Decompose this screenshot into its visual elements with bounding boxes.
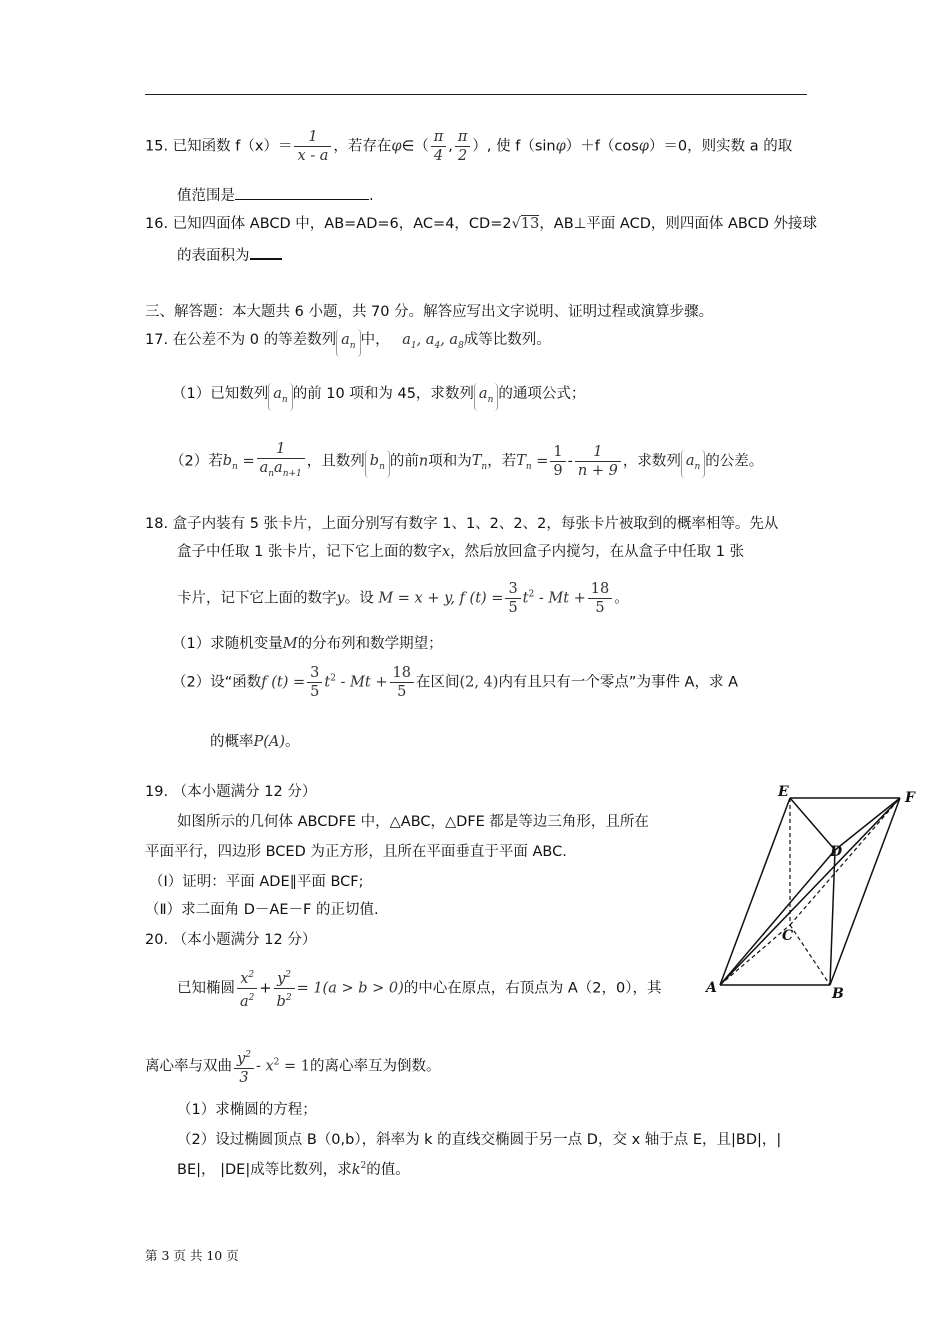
question-18-line-1	[145, 512, 778, 533]
minus-Mt: - Mt +	[538, 590, 586, 607]
question-20-part-2: （2）设过椭圆顶点 B（0,b），斜率为 k 的直线交椭圆于另一点 D，交 x 轴于点 E，且|BD|，|	[177, 1132, 782, 1148]
question-number: 15.	[145, 138, 169, 155]
question-20-part-1: （1）求椭圆的方程；	[177, 1102, 317, 1118]
frac-num: 3	[508, 581, 518, 597]
a: a	[449, 332, 459, 348]
fraction-1-over-an-an1	[257, 440, 305, 483]
fraction-1-over-n-plus-9	[575, 443, 621, 480]
question-20-part-2-line-2: BE|， |DE|成等比数列，求$k^2$的值。	[177, 1161, 410, 1178]
exponent: 2	[528, 589, 535, 600]
phi-symbol: φ	[555, 138, 566, 155]
edge-EA	[720, 798, 790, 985]
q17-part2-d: 项和为	[428, 453, 472, 470]
question-15-line-1: 15. 已知函数 f（x）＝ $\frac{1}{x - a}$ ，若存在φ∈（ $\frac{\pi}{4}$ , $\frac{\pi}{2}$ ）, 使 f（sinφ）＋f（cosφ）＝0，则实数 a 的取	[145, 129, 793, 164]
q20-line2-a: 离心率与双曲	[145, 1058, 232, 1075]
sqrt-13: √13	[511, 216, 540, 232]
a: a	[273, 386, 282, 402]
q18-part1-b: 的分布列和数学期望；	[297, 636, 443, 652]
sequence-an	[336, 329, 360, 357]
hyperbola-eq: = 1	[283, 1058, 310, 1075]
q20-text-1: 已知椭圆	[177, 980, 235, 997]
question-18-line-3	[177, 580, 629, 617]
question-19-line-1: 如图所示的几何体 ABCDFE 中，△ABC，△DFE 都是等边三角形，且所在	[177, 814, 649, 830]
q18-part2-b: 在区间	[415, 674, 460, 691]
q18-part2-end: 。	[285, 734, 300, 750]
q18-part2-c: 内有且只有一个零点”为事件 A，求 A	[498, 674, 739, 691]
answer-blank[interactable]	[235, 199, 369, 200]
fraction-pi-over-2	[455, 128, 471, 165]
edge-CB-dashed	[790, 925, 830, 985]
q15-line2-text: 值范围是	[177, 188, 235, 204]
phi-symbol: φ	[391, 138, 402, 155]
q17-part2-f: ，求数列	[622, 453, 681, 470]
q15-text-4: ）＋f（cos	[565, 138, 639, 155]
fraction-y2-over-b2: $\frac{y^2}{b^2}$	[274, 966, 295, 1011]
a: a	[478, 386, 488, 402]
question-17-part-1	[172, 382, 585, 411]
exponent: 2	[330, 673, 336, 684]
q18-line3-a: 卡片，记下它上面的数字	[177, 590, 337, 607]
q17-part2-a: （2）若	[170, 453, 223, 470]
Tn	[516, 453, 532, 473]
q16-text-1: 已知四面体 ABCD 中，AB=AD=6，AC=4，CD=2	[172, 216, 512, 232]
hyperbola-x: - x	[255, 1058, 274, 1075]
n: n	[418, 453, 429, 470]
question-number: 20.	[145, 932, 169, 948]
fraction-18-over-5	[390, 664, 414, 701]
bn	[222, 453, 238, 473]
vertex-label-D: D	[830, 844, 843, 860]
sequence-an	[268, 383, 292, 411]
q18-part2-a: （2）设“函数	[172, 674, 262, 691]
b: b	[222, 453, 233, 470]
question-15-line-2	[177, 184, 374, 205]
edge-ED	[790, 798, 835, 850]
a: a	[402, 332, 411, 348]
var-M: M	[282, 636, 298, 652]
var-t: t	[522, 590, 529, 607]
sub: n	[349, 340, 356, 351]
question-18-part-1	[172, 632, 443, 653]
fraction-pi-over-4	[431, 128, 447, 165]
question-19-header	[145, 780, 316, 801]
q17-text-3: 成等比数列。	[463, 332, 551, 348]
fraction-18-over-5	[588, 580, 612, 617]
Tn	[471, 453, 488, 473]
terms-a1-a4-a8: $a_1$, $a_4$, $a_8$	[402, 332, 464, 351]
fraction-1-over-9	[550, 443, 565, 480]
frac-den: 9	[550, 461, 565, 480]
frac-num: π	[457, 129, 468, 145]
frac-den: 5	[588, 598, 612, 617]
question-17-line-1	[145, 328, 551, 357]
q15-text-5: ）＝0，则实数 a 的取	[648, 138, 793, 155]
phi-symbol: φ	[638, 138, 649, 155]
q18-line3-b: 。设	[344, 590, 374, 607]
q18-part1-a: （1）求随机变量	[172, 636, 283, 652]
sequence-bn	[365, 450, 390, 478]
frac-num: 18	[590, 581, 610, 597]
vertex-label-C: C	[782, 928, 794, 944]
q20-text-2: 的中心在原点，右顶点为 A（2，0），其	[403, 980, 662, 997]
a: a	[341, 332, 350, 348]
frac-num: 1	[308, 129, 318, 145]
frac-num: 3	[310, 665, 320, 681]
q17-part1-a: （1）已知数列	[172, 386, 269, 402]
q17-text-1: 在公差不为 0 的等差数列	[172, 332, 337, 348]
q16-text-2: ，AB⊥平面 ACD，则四面体 ABCD 外接球	[539, 216, 817, 232]
question-19-line-2: 平面平行，四边形 BCED 为正方形，且所在平面垂直于平面 ABC.	[145, 844, 567, 860]
question-16-line-1	[145, 212, 817, 233]
sub: 1	[410, 340, 417, 351]
q15-line2-end: .	[369, 188, 374, 204]
fraction-1-over-x-minus-a	[294, 128, 331, 165]
q17-part2-e: ，若	[487, 453, 517, 470]
q20-line2-b: 的离心率互为倒数。	[309, 1058, 441, 1075]
vertex-label-F: F	[905, 790, 915, 806]
sub: n	[487, 394, 494, 405]
x: x	[240, 970, 249, 987]
q17-part1-c: 的通项公式；	[498, 386, 586, 402]
q18-line3-end: 。	[614, 590, 629, 607]
a: a	[240, 993, 249, 1010]
q15-text-1: 已知函数 f（x）＝	[172, 138, 293, 155]
q17-part2-g: 的公差。	[705, 453, 764, 470]
sub: n	[268, 468, 275, 479]
frac-num: 1	[553, 443, 563, 460]
probability-PA: P(A)	[253, 734, 286, 750]
q15-text-2: ，若存在	[333, 138, 392, 155]
vertex-label-E: E	[778, 784, 789, 800]
q15-in: ∈（	[401, 138, 429, 155]
b: b	[369, 453, 380, 470]
f-of-t: f (t) =	[261, 674, 306, 691]
header-rule	[145, 94, 807, 95]
a: a	[259, 460, 269, 476]
q18-line2-b: ，然后放回盒子内搅匀，在从盒子中任取 1 张	[450, 544, 745, 560]
var-k: k	[351, 1162, 361, 1178]
M-definition: M = x + y, f (t) =	[378, 590, 504, 607]
sub: n	[232, 462, 238, 473]
sub: n	[379, 462, 385, 473]
frac-num: 1	[593, 443, 603, 460]
question-18-part-2-line-2	[210, 730, 300, 751]
frac-num: 1	[276, 441, 286, 457]
question-19-part-2: （Ⅱ）求二面角 D－AE－F 的正切值.	[145, 902, 379, 918]
vertex-label-A: A	[706, 980, 717, 996]
frac-den: 5	[390, 682, 414, 701]
frac-den: 2	[455, 146, 471, 165]
question-20-line-1: 已知椭圆 $\frac{x^2}{a^2}$ + $\frac{y^2}{b^2}$ = 1(a > b > 0)的中心在原点，右顶点为 A（2，0），其	[177, 966, 662, 1011]
q18-part2-line2: 的概率	[210, 734, 254, 750]
sub: 4	[434, 340, 441, 351]
vertex-label-B: B	[832, 986, 844, 1000]
frac-den: 5	[505, 598, 520, 617]
q20-part2-l2-a: BE|， |DE|成等比数列，求	[177, 1162, 352, 1178]
q17-part2-b: ，且数列	[306, 453, 365, 470]
T: T	[471, 453, 482, 470]
frac-den: 4	[431, 146, 447, 165]
var-t: t	[324, 674, 331, 691]
answer-blank[interactable]	[250, 258, 282, 260]
question-20-line-2: 离心率与双曲 $\frac{y^2}{3}$ - $x^2 = 1$的离心率互为倒数。	[145, 1046, 440, 1087]
frac-den: x - a	[294, 146, 331, 165]
frac-den: n + 9	[575, 461, 621, 480]
question-19-part-1: （Ⅰ）证明：平面 ADE∥平面 BCF;	[149, 874, 364, 890]
fraction-3-over-5	[505, 580, 520, 617]
y: y	[237, 1050, 246, 1067]
frac-num: 18	[392, 665, 411, 681]
q20-part2-l2-b: 的值。	[366, 1162, 410, 1178]
question-18-line-2	[177, 540, 744, 561]
q17-part2-c: 的前	[389, 453, 419, 470]
T: T	[516, 453, 526, 470]
edge-AF	[720, 798, 900, 985]
sub: n	[281, 394, 288, 405]
sequence-an	[681, 450, 705, 478]
q17-part1-b: 的前 10 项和为 45，求数列	[292, 386, 474, 402]
a: a	[685, 453, 695, 470]
frac-den: 3	[234, 1068, 254, 1087]
frac-den	[257, 458, 305, 483]
question-number: 19.	[145, 784, 169, 800]
geometry-figure-abcdfe	[700, 780, 930, 1000]
var-x: x	[441, 544, 451, 560]
frac-num: π	[433, 129, 444, 145]
a: a	[425, 332, 435, 348]
question-20-header	[145, 928, 316, 949]
question-number: 17.	[145, 332, 169, 348]
sqrt-radicand: 13	[520, 216, 540, 232]
q17-text-2: 中，	[360, 332, 390, 348]
page-footer: 第 3 页 共 10 页	[145, 1248, 239, 1263]
sub: 8	[458, 340, 464, 351]
a: a	[274, 460, 283, 476]
interval: (2, 4)	[459, 674, 499, 691]
y: y	[277, 970, 286, 987]
q16-line2-text: 的表面积为	[177, 248, 250, 264]
q18-line2-a: 盒子中任取 1 张卡片，记下它上面的数字	[177, 544, 442, 560]
question-18-part-2	[172, 664, 738, 701]
ellipse-condition: = 1(a > b > 0)	[296, 980, 404, 997]
q19-header-text: （本小题满分 12 分）	[172, 784, 317, 800]
fraction-3-over-5	[307, 664, 322, 701]
sub: n+1	[282, 468, 302, 479]
edge-AD	[720, 850, 835, 985]
question-16-line-2	[177, 244, 282, 265]
sub: n	[481, 462, 488, 473]
equals: =	[536, 453, 549, 470]
q15-text-3: ）, 使 f（sin	[472, 138, 556, 155]
fraction-x2-over-a2: $\frac{x^2}{a^2}$	[237, 966, 257, 1011]
q20-header-text: （本小题满分 12 分）	[172, 932, 317, 948]
q18-line1: 盒子内装有 5 张卡片，上面分别写有数字 1、1、2、2、2，每张卡片被取到的概率相等。先从	[172, 516, 779, 532]
var-y: y	[336, 590, 345, 607]
question-number: 18.	[145, 516, 169, 532]
sequence-an	[474, 383, 498, 411]
minus-Mt: - Mt +	[340, 674, 388, 691]
sub: n	[694, 462, 701, 473]
b: b	[276, 993, 286, 1010]
section-3-heading: 三、解答题：本大题共 6 小题，共 70 分。解答应写出文字说明、证明过程或演算步骤。	[145, 304, 714, 320]
question-17-part-2: （2）若$b_n$ = $\frac{1}{a_na_{n+1}}$ ，且数列 $b_n$ 的前n项和为$T_n$，若$T_n$ = $\frac{1}{9}$ - $\frac{1}{n + 9}$ ，求数列 $a_n$ 的公差。	[170, 440, 763, 483]
question-number: 16.	[145, 216, 169, 232]
frac-den: 5	[307, 682, 322, 701]
fraction-y2-over-3: $\frac{y^2}{3}$	[234, 1046, 254, 1087]
sub: n	[525, 462, 532, 473]
equals: =	[242, 453, 255, 470]
